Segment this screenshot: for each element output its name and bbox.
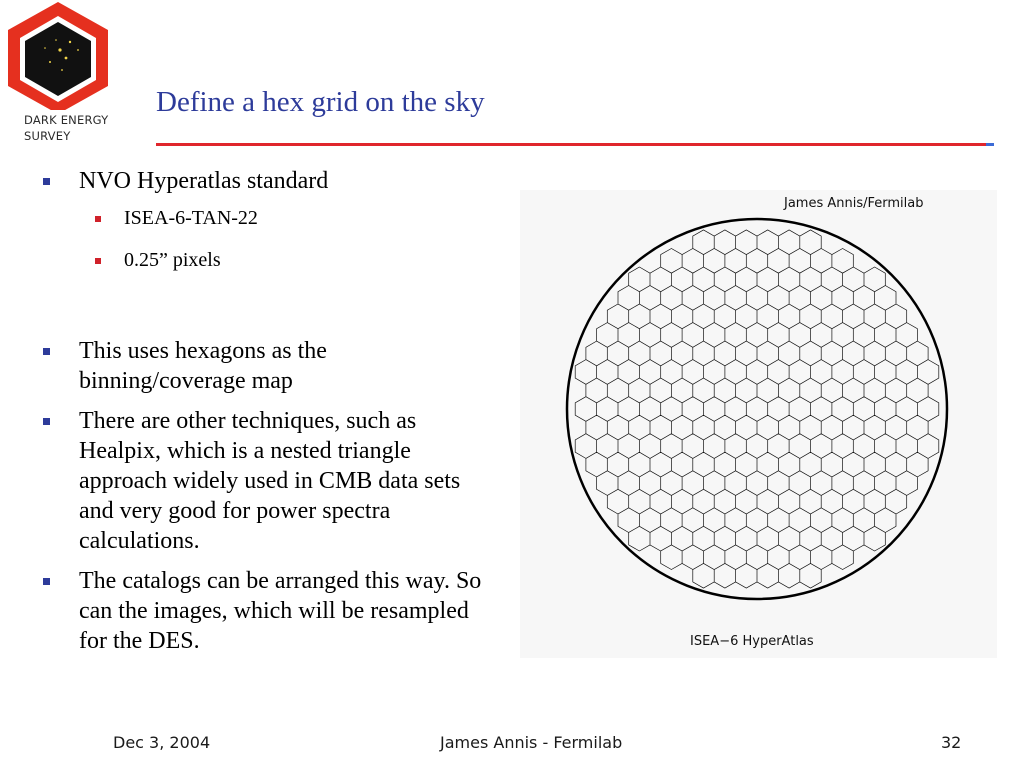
title-divider: [156, 143, 986, 146]
square-sub-bullet-icon: [95, 258, 101, 264]
bullet-text: The catalogs can be arranged this way. So can the images, which will be resampled for the DES.: [79, 568, 482, 654]
hex-grid-cells: [575, 230, 939, 588]
bullet-item: [40, 166, 490, 196]
sub-bullet-text: ISEA-6-TAN-22: [124, 207, 258, 229]
logo-text-line1: DARK ENERGY: [24, 113, 109, 127]
footer-author: James Annis - Fermilab: [440, 733, 623, 752]
sub-bullet-item: [40, 248, 490, 272]
bullet-item: [40, 406, 490, 556]
des-logo: [0, 0, 130, 150]
hex-sphere-figure: [520, 190, 997, 658]
bullet-text: NVO Hyperatlas standard: [79, 168, 329, 194]
bullet-item: [40, 566, 490, 656]
square-bullet-icon: [43, 418, 50, 425]
sub-bullet-text: 0.25” pixels: [124, 249, 221, 271]
bullet-list: [40, 166, 490, 666]
footer-date: Dec 3, 2004: [113, 733, 211, 752]
bullet-text: There are other techniques, such as Healpix, which is a nested triangle approach widely used in CMB data sets and very good for power spectra calculations.: [79, 408, 461, 554]
title-divider-accent: [986, 143, 994, 146]
slide-title: Define a hex grid on the sky: [156, 86, 485, 118]
square-bullet-icon: [43, 178, 50, 185]
square-bullet-icon: [43, 578, 50, 585]
square-sub-bullet-icon: [95, 216, 101, 222]
hex-grid-sphere-icon: [520, 190, 997, 658]
logo-text-line2: SURVEY: [24, 129, 71, 143]
figure-caption: ISEA−6 HyperAtlas: [690, 634, 814, 649]
figure-credit: James Annis/Fermilab: [784, 196, 924, 211]
hexagon-logo-icon: [0, 0, 130, 110]
square-bullet-icon: [43, 348, 50, 355]
bullet-item: [40, 336, 490, 396]
bullet-text: This uses hexagons as the binning/coverage map: [79, 338, 327, 394]
footer-page-number: 32: [941, 733, 962, 752]
sub-bullet-item: [40, 206, 490, 230]
